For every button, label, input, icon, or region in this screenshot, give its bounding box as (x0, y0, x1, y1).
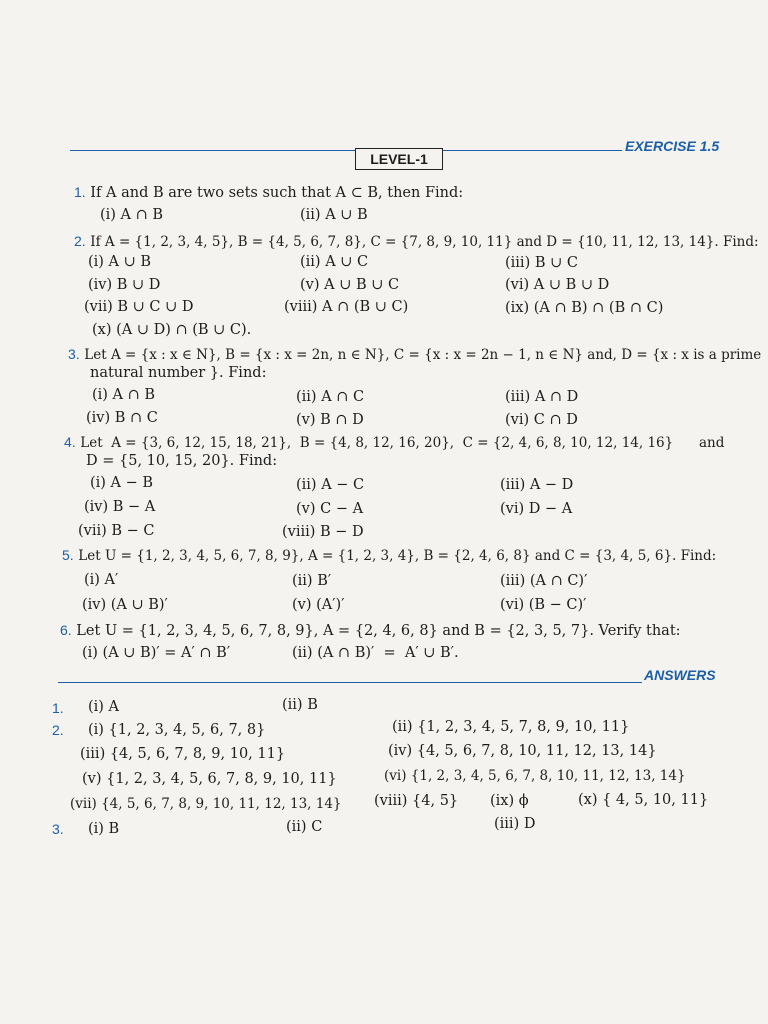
part: (i) A ∪ B (88, 254, 152, 270)
part: (iii) A ∩ D (505, 389, 579, 405)
answer: (ii) B (282, 697, 318, 713)
part: (ii) A ∪ B (300, 207, 368, 223)
answer: (ix) ϕ (490, 793, 529, 809)
part: (i) A ∩ B (92, 387, 156, 403)
exercise-rule (70, 150, 622, 151)
answer-number: 2. (52, 722, 64, 738)
question-2 (74, 232, 759, 251)
question-6 (60, 621, 681, 640)
question-text: Let A = {x : x ∈ N}, B = {x : x = 2n, n ∈ N}, C = {x : x = 2n − 1, n ∈ N} and, D = {x : x is a prime (84, 347, 762, 363)
answer: (iii) D (494, 816, 536, 832)
question-4 (64, 433, 724, 452)
question-1 (74, 183, 463, 202)
answer: (i) {1, 2, 3, 4, 5, 6, 7, 8} (88, 722, 266, 738)
answer: (iv) {4, 5, 6, 7, 8, 10, 11, 12, 13, 14} (388, 743, 657, 759)
part: (ii) A ∩ C (296, 389, 365, 405)
part: (iv) B − A (84, 499, 156, 515)
part: (vii) B − C (78, 523, 155, 539)
question-number: 1. (74, 184, 86, 200)
part: (i) A′ (84, 572, 119, 588)
level-label: LEVEL-1 (355, 148, 443, 170)
part: (v) A ∪ B ∪ C (300, 277, 400, 293)
part: (iv) B ∩ C (86, 410, 158, 426)
answer: (v) {1, 2, 3, 4, 5, 6, 7, 8, 9, 10, 11} (82, 771, 337, 787)
question-text: Let U = {1, 2, 3, 4, 5, 6, 7, 8, 9}, A = {1, 2, 3, 4}, B = {2, 4, 6, 8} and C = {3, 4, 5, 6}. Find: (78, 548, 717, 564)
answer-number: 1. (52, 700, 64, 716)
question-text-continued: natural number }. Find: (90, 365, 267, 381)
part: (vi) A ∪ B ∪ D (505, 277, 610, 293)
part: (iii) A − D (500, 477, 574, 493)
part: (ii) B′ (292, 573, 332, 589)
question-number: 6. (60, 622, 72, 638)
question-text: If A and B are two sets such that A ⊂ B, then Find: (90, 185, 464, 201)
answer: (iii) {4, 5, 6, 7, 8, 9, 10, 11} (80, 746, 286, 762)
question-number: 2. (74, 233, 86, 249)
answer: (viii) {4, 5} (374, 793, 459, 809)
answer: (i) A (88, 699, 120, 715)
part: (vii) B ∪ C ∪ D (84, 299, 194, 315)
part: (i) A − B (90, 475, 154, 491)
question-number: 5. (62, 547, 74, 563)
part: (vi) (B − C)′ (500, 597, 587, 613)
answer-number: 3. (52, 821, 64, 837)
part: (vi) C ∩ D (505, 412, 578, 428)
part: (i) (A ∪ B)′ = A′ ∩ B′ (82, 645, 231, 661)
answer: (vii) {4, 5, 6, 7, 8, 9, 10, 11, 12, 13, 14} (70, 796, 342, 812)
part: (v) C − A (296, 501, 364, 517)
question-number: 4. (64, 434, 76, 450)
exercise-label: EXERCISE 1.5 (625, 138, 720, 154)
part: (vi) D − A (500, 501, 573, 517)
answers-rule (58, 682, 642, 683)
question-text: If A = {1, 2, 3, 4, 5}, B = {4, 5, 6, 7, 8}, C = {7, 8, 9, 10, 11} and D = {10, 11, 12, 13, 14}. Find: (90, 234, 759, 250)
part: (iii) (A ∩ C)′ (500, 573, 588, 589)
part: (iv) (A ∪ B)′ (82, 597, 168, 613)
part: (ii) (A ∩ B)′ = A′ ∪ B′. (292, 645, 459, 661)
answer: (ii) {1, 2, 3, 4, 5, 7, 8, 9, 10, 11} (392, 719, 630, 735)
answers-label: ANSWERS (644, 667, 716, 683)
question-text: Let A = {3, 6, 12, 15, 18, 21}, B = {4, 8, 12, 16, 20}, C = {2, 4, 6, 8, 10, 12, 14, 16} and (80, 435, 725, 451)
question-5 (62, 546, 716, 565)
part: (iii) B ∪ C (505, 255, 578, 271)
answer: (x) { 4, 5, 10, 11} (578, 792, 709, 808)
answer: (i) B (88, 821, 120, 837)
question-text: Let U = {1, 2, 3, 4, 5, 6, 7, 8, 9}, A = {2, 4, 6, 8} and B = {2, 3, 5, 7}. Verify that: (76, 623, 681, 639)
answer: (ii) C (286, 819, 323, 835)
part: (ii) A ∪ C (300, 254, 369, 270)
part: (v) B ∩ D (296, 412, 364, 428)
part: (i) A ∩ B (100, 207, 164, 223)
part: (iv) B ∪ D (88, 277, 161, 293)
part: (v) (A′)′ (292, 597, 345, 613)
part: (ii) A − C (296, 477, 365, 493)
question-text-continued: D = {5, 10, 15, 20}. Find: (86, 453, 278, 469)
question-number: 3. (68, 346, 80, 362)
part: (viii) B − D (282, 524, 364, 540)
part: (ix) (A ∩ B) ∩ (B ∩ C) (505, 300, 664, 316)
part: (x) (A ∪ D) ∩ (B ∪ C). (92, 322, 252, 338)
answer: (vi) {1, 2, 3, 4, 5, 6, 7, 8, 10, 11, 12, 13, 14} (384, 768, 686, 784)
part: (viii) A ∩ (B ∪ C) (284, 299, 409, 315)
question-3 (68, 345, 761, 364)
